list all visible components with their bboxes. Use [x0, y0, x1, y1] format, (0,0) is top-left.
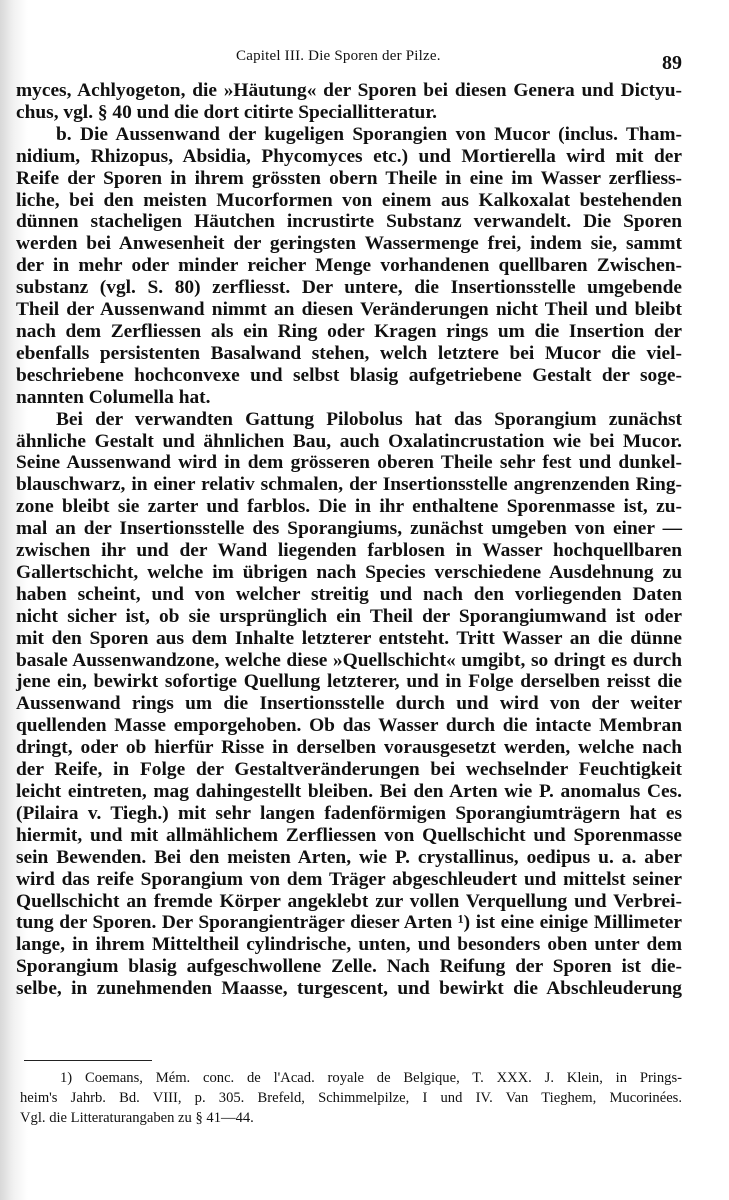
text-line: tung der Sporen. Der Sporangienträger dieser Arten ¹) ist eine einige Millimeter — [16, 912, 682, 934]
running-head: Capitel III. Die Sporen der Pilze. — [236, 48, 441, 64]
text-line: liche, bei den meisten Mucorformen von einem aus Kalkoxalat bestehenden — [16, 189, 682, 211]
text-line: myces, Achlyogeton, die »Häutung« der Sporen bei diesen Genera und Dictyu- — [16, 80, 682, 101]
text-line: basale Aussenwandzone, welche diese »Quellschicht« umgibt, so dringt es durch — [16, 649, 682, 671]
text-line: nannten Columella hat. — [16, 386, 211, 408]
paragraph-2 — [16, 124, 682, 409]
text-line: nach dem Zerfliessen als ein Ring oder Kragen rings um die Insertion der — [16, 320, 682, 342]
text-line: mit den Sporen aus dem Inhalte letzterer entsteht. Tritt Wasser an die dünne — [16, 627, 682, 649]
footnote-rule — [24, 1060, 152, 1061]
text-line: der Reife, in Folge der Gestaltveränderungen bei wechselnder Feuchtigkeit — [16, 759, 682, 781]
paragraph-1 — [16, 80, 682, 124]
page-header — [0, 46, 729, 76]
text-line: beschriebene hochconvexe und selbst blasig aufgetriebene Gestalt der soge- — [16, 364, 682, 386]
text-line: dünnen stacheligen Häutchen incrustirte Substanz verwandelt. Die Sporen — [16, 211, 682, 233]
text-line: nicht sicher ist, ob sie ursprünglich ein Theil der Sporangiumwand ist oder — [16, 605, 682, 627]
text-line: Quellschicht an fremde Körper angeklebt zur vollen Verquellung und Verbrei- — [16, 890, 682, 912]
text-line: wird das reife Sporangium von dem Träger abgeschleudert und mittelst seiner — [16, 868, 682, 890]
text-line: der in mehr oder minder reicher Menge vorhandenen quellbaren Zwischen- — [16, 255, 682, 277]
text-line: lange, in ihrem Mitteltheil cylindrische, unten, und besonders oben unter dem — [16, 934, 682, 956]
text-line: Aussenwand rings um die Insertionsstelle durch und wird von der weiter — [16, 693, 682, 715]
text-line: ähnliche Gestalt und ähnlichen Bau, auch Oxalatincrustation wie bei Mucor. — [16, 430, 682, 452]
text-line: Sporangium blasig aufgeschwollene Zelle. Nach Reifung der Sporen ist die- — [16, 956, 682, 978]
text-line: Seine Aussenwand wird in dem grösseren oberen Theile sehr fest und dunkel- — [16, 452, 682, 474]
paragraph-3 — [16, 409, 682, 1000]
text-line: zone bleibt sie zarter und farblos. Die in ihr enthaltene Sporenmasse ist, zu- — [16, 496, 682, 518]
page-number: 89 — [662, 52, 682, 74]
footnote-line: Vgl. die Litteraturangaben zu § 41—44. — [20, 1110, 254, 1126]
text-line: leicht eintreten, mag dahingestellt bleiben. Bei den Arten wie P. anomalus Ces. — [16, 781, 682, 802]
text-line: Reife der Sporen in ihrem grössten obern Theile in eine im Wasser zerfliess- — [16, 167, 682, 189]
body-text — [16, 80, 682, 1000]
text-line: substanz (vgl. S. 80) zerfliesst. Der untere, die Insertionsstelle umgebende — [16, 277, 682, 299]
text-line: mal an der Insertionsstelle des Sporangiums, zunächst umgeben von einer — — [16, 518, 682, 540]
text-line: Bei der verwandten Gattung Pilobolus hat das Sporangium zunächst — [56, 408, 682, 430]
text-line: ebenfalls persistenten Basalwand stehen, welch letztere bei Mucor die viel- — [16, 342, 682, 364]
text-line: selbe, in zunehmenden Maasse, turgescent, und bewirkt die Abschleuderung — [16, 978, 682, 1000]
text-line: Gallertschicht, welche im übrigen nach Species verschiedene Ausdehnung zu — [16, 561, 682, 583]
text-line: haben scheint, und von welcher streitig und nach den vorliegenden Daten — [16, 583, 682, 605]
text-line: jene ein, bewirkt sofortige Quellung letzterer, und in Folge derselben reisst die — [16, 671, 682, 693]
text-line: blauschwarz, in einer relativ schmalen, der Insertionsstelle angrenzenden Ring- — [16, 474, 682, 496]
text-line: hiermit, und mit allmählichem Zerfliessen von Quellschicht und Sporenmasse — [16, 824, 682, 846]
text-line: dringt, oder ob hierfür Risse in derselben vorausgesetzt werden, welche nach — [16, 737, 682, 759]
text-line: (Pilaira v. Tiegh.) mit sehr langen fadenförmigen Sporangiumträgern hat es — [16, 802, 682, 824]
footnote-line: heim's Jahrb. Bd. VIII, p. 305. Brefeld, Schimmelpilze, I und IV. Van Tieghem, Mucorinées. — [20, 1090, 682, 1106]
text-line: sein Bewenden. Bei den meisten Arten, wie P. crystallinus, oedipus u. a. aber — [16, 846, 682, 868]
text-line: b. Die Aussenwand der kugeligen Sporangien von Mucor (inclus. Tham- — [56, 123, 682, 145]
text-line: nidium, Rhizopus, Absidia, Phycomyces etc.) und Mortierella wird mit der — [16, 145, 682, 167]
footnote-line: 1) Coemans, Mém. conc. de l'Acad. royale de Belgique, T. XXX. J. Klein, in Prings- — [60, 1070, 682, 1086]
text-line: Theil der Aussenwand nimmt an diesen Veränderungen nicht Theil und bleibt — [16, 299, 682, 321]
text-line: chus, vgl. § 40 und die dort citirte Speciallitteratur. — [16, 101, 438, 123]
footnote — [20, 1068, 682, 1128]
text-line: quellenden Masse emporgehoben. Ob das Wasser durch die intacte Membran — [16, 715, 682, 737]
text-line: werden bei Anwesenheit der geringsten Wassermenge frei, indem sie, sammt — [16, 233, 682, 255]
text-line: zwischen ihr und der Wand liegenden farblosen in Wasser hochquellbaren — [16, 540, 682, 562]
